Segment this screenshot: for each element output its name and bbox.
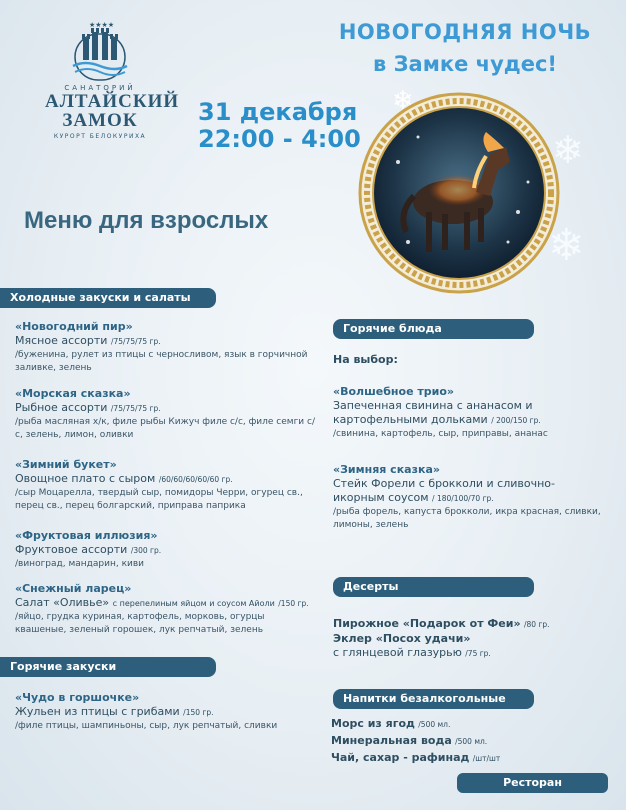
drink-name: Морс из ягод — [331, 717, 415, 730]
dessert-name: Эклер «Посох удачи» — [333, 632, 471, 645]
item-composition: /свинина, картофель, сыр, приправы, ананас — [333, 429, 548, 439]
item-name: «Зимний букет» — [15, 458, 117, 471]
item-weight: /75/75/75 гр. — [110, 337, 161, 346]
item-name: «Морская сказка» — [15, 387, 131, 400]
item-composition: /рыба масляная х/к, филе рыбы Кижуч филе с/с, филе семги с/с, зелень, лимон, оливки — [15, 417, 316, 440]
menu-item — [333, 385, 603, 441]
item-name: «Снежный ларец» — [15, 582, 132, 595]
item-weight: / 180/100/70 гр. — [432, 494, 494, 503]
item-dish: Фруктовое ассорти — [15, 543, 128, 556]
item-dish: Запеченная свинина с ананасом и картофельными дольками — [333, 399, 533, 426]
drink-name: Минеральная вода — [331, 734, 452, 747]
drink-volume: /500 мл. — [455, 737, 488, 746]
section-cold-title: Холодные закуски и салаты — [10, 291, 191, 304]
section-hot-bar — [333, 319, 534, 339]
drink-name: Чай, сахар - рафинад — [331, 751, 470, 764]
logo — [45, 20, 180, 140]
menu-item — [15, 691, 315, 733]
menu-item — [15, 458, 315, 513]
drinks-list — [331, 716, 601, 767]
item-composition: /филе птицы, шампиньоны, сыр, лук репчатый, сливки — [15, 721, 278, 731]
menu-item — [15, 320, 315, 375]
menu-item — [15, 529, 315, 571]
menu-item — [15, 582, 315, 637]
item-composition: /виноград, мандарин, киви — [15, 559, 145, 569]
item-weight: /60/60/60/60/60 гр. — [158, 475, 233, 484]
choose-label-wrap — [333, 353, 603, 367]
section-desserts-title: Десерты — [343, 580, 399, 593]
drink-volume: /шт/шт — [472, 754, 501, 763]
section-hot-snacks-bar — [0, 657, 216, 677]
logo-line2b: ЗАМОК — [62, 110, 138, 131]
snowflake-icon: ❄ — [548, 220, 585, 271]
menu-title: Меню для взрослых — [24, 207, 269, 234]
item-dish: Салат «Оливье» — [15, 596, 110, 609]
item-dish: Стейк Форели с брокколи и сливочно-икорным соусом — [333, 477, 555, 504]
footer-label: Ресторан — [503, 776, 562, 789]
castle-logo-icon — [65, 20, 135, 82]
drink-volume: /500 мл. — [418, 720, 451, 729]
horse-medallion-image — [358, 92, 560, 294]
item-composition: /сыр Моцарелла, твердый сыр, помидоры Черри, огурец св., перец св., перец болгарский, приправа паприка — [15, 488, 303, 511]
event-subtitle: в Замке чудес! — [373, 52, 557, 76]
item-weight: / 200/150 гр. — [491, 416, 541, 425]
menu-item — [15, 387, 315, 442]
item-dish: Мясное ассорти — [15, 334, 108, 347]
snowflake-icon: ❄ — [552, 128, 584, 172]
logo-line1: САНАТОРИЙ — [64, 84, 136, 92]
item-name: «Чудо в горшочке» — [15, 691, 140, 704]
choose-label: На выбор: — [333, 353, 398, 366]
event-date: 31 декабря — [198, 98, 358, 126]
section-hot-snacks-title: Горячие закуски — [10, 660, 117, 673]
dessert-weight: /80 гр. — [523, 620, 550, 629]
item-dish: Жульен из птицы с грибами — [15, 705, 180, 718]
item-weight: /150 гр. — [183, 708, 214, 717]
item-composition: /рыба форель, капуста брокколи, икра красная, сливки, лимоны, зелень — [333, 507, 601, 530]
item-name: «Волшебное трио» — [333, 385, 454, 398]
item-name: «Зимняя сказка» — [333, 463, 440, 476]
section-cold-bar — [0, 288, 216, 308]
section-drinks-bar — [333, 689, 534, 709]
item-dish: Овощное плато с сыром — [15, 472, 156, 485]
menu-item — [333, 463, 603, 532]
logo-line2a: АЛТАЙСКИЙ — [45, 91, 180, 112]
footer-bar — [457, 773, 608, 793]
item-extra: с перепелиным яйцом и соусом Айоли — [112, 599, 275, 608]
item-name: «Новогодний пир» — [15, 320, 133, 333]
item-dish: Рыбное ассорти — [15, 401, 108, 414]
dessert-list — [333, 617, 603, 661]
snowflake-icon: ❄ — [392, 86, 414, 116]
item-weight: /300 гр. — [130, 546, 162, 555]
item-composition: /буженина, рулет из птицы с черносливом, язык в горчичной заливке, зелень — [15, 350, 308, 373]
dessert-name: Пирожное «Подарок от Феи» — [333, 617, 521, 630]
dessert-desc: с глянцевой глазурью — [333, 646, 462, 659]
section-desserts-bar — [333, 577, 534, 597]
item-composition: /яйцо, грудка куриная, картофель, морковь, огурцы квашеные, зеленый горошек, лук репчатый, зелень — [15, 612, 265, 635]
section-hot-title: Горячие блюда — [343, 322, 442, 335]
event-time: 22:00 - 4:00 — [198, 125, 361, 153]
item-name: «Фруктовая иллюзия» — [15, 529, 158, 542]
item-weight: /75/75/75 гр. — [110, 404, 161, 413]
dessert-weight: /75 гр. — [465, 649, 491, 658]
logo-line3: КУРОРТ БЕЛОКУРИХА — [53, 133, 147, 140]
item-weight: /150 гр. — [278, 599, 309, 608]
section-drinks-title: Напитки безалкогольные — [343, 692, 506, 705]
event-title: НОВОГОДНЯЯ НОЧЬ — [338, 20, 592, 44]
logo-stars: ★★★★ — [89, 21, 115, 29]
